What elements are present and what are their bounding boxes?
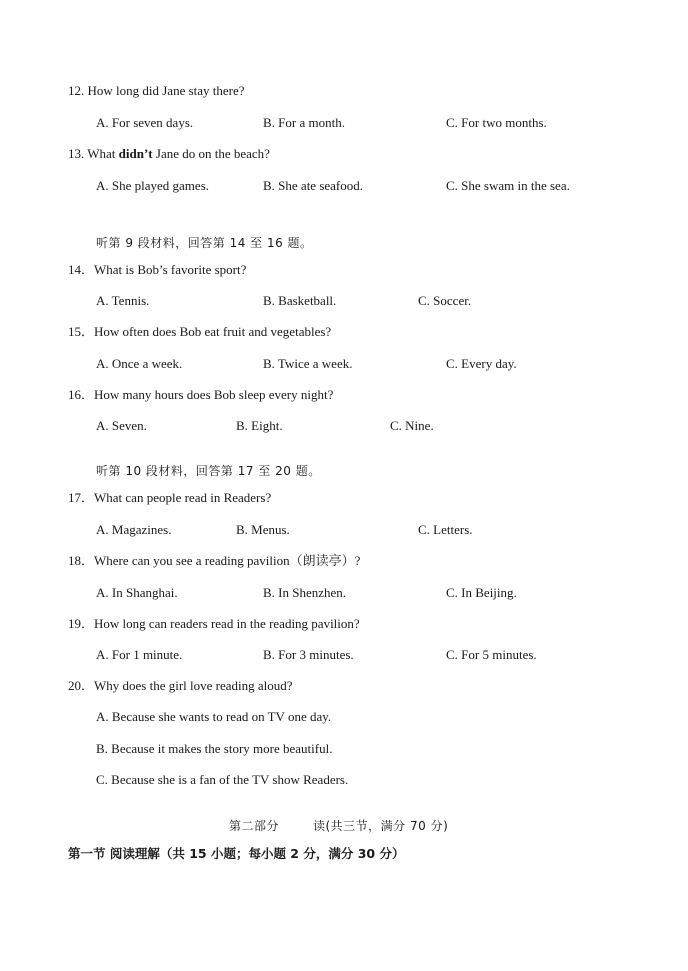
part-2-title: 读(共三节，满分 70 分) [313,819,449,833]
q19-option-a: A. For 1 minute. [96,647,183,662]
question-19: 19．How long can readers read in the reading pavilion? [68,616,360,631]
q15-option-b: B. Twice a week. [263,356,353,371]
q13-option-a: A. She played games. [96,178,210,193]
q20-option-c: C. Because she is a fan of the TV show Readers. [96,772,349,787]
section-1-heading: 第一节 阅读理解（共 15 小题；每小题 2 分，满分 30 分） [68,846,405,861]
question-16: 16．How many hours does Bob sleep every night? [68,387,334,402]
q12-option-a: A. For seven days. [96,115,194,130]
question-17: 17．What can people read in Readers? [68,490,272,505]
q17-option-c: C. Letters. [418,522,473,537]
q14-option-a: A. Tennis. [96,293,150,308]
question-18: 18．Where can you see a reading pavilion（朗读亭）? [68,553,361,568]
q17-option-a: A. Magazines. [96,522,172,537]
q19-option-c: C. For 5 minutes. [446,647,537,662]
q14-option-b: B. Basketball. [263,293,337,308]
q16-option-c: C. Nine. [390,418,434,433]
q13-option-b: B. She ate seafood. [263,178,364,193]
part-2-label: 第二部分 [229,819,280,833]
q18-option-c: C. In Beijing. [446,585,517,600]
question-12: 12. How long did Jane stay there? [68,83,245,98]
section-10-instruction: 听第 10 段材料，回答第 17 至 20 题。 [96,464,321,478]
question-20: 20．Why does the girl love reading aloud? [68,678,293,693]
q12-option-b: B. For a month. [263,115,345,130]
q17-option-b: B. Menus. [236,522,290,537]
question-15: 15．How often does Bob eat fruit and vegetables? [68,324,332,339]
q15-option-a: A. Once a week. [96,356,183,371]
q14-option-c: C. Soccer. [418,293,472,308]
question-14: 14．What is Bob’s favorite sport? [68,262,247,277]
q16-option-b: B. Eight. [236,418,283,433]
q19-option-b: B. For 3 minutes. [263,647,354,662]
q20-option-a: A. Because she wants to read on TV one day. [96,709,332,724]
q16-option-a: A. Seven. [96,418,147,433]
q13-option-c: C. She swam in the sea. [446,178,570,193]
q12-option-c: C. For two months. [446,115,547,130]
q15-option-c: C. Every day. [446,356,517,371]
q18-option-b: B. In Shenzhen. [263,585,347,600]
q18-option-a: A. In Shanghai. [96,585,178,600]
q20-option-b: B. Because it makes the story more beautiful. [96,741,333,756]
question-13: 13. What didn’t Jane do on the beach? [68,146,270,161]
section-9-instruction: 听第 9 段材料，回答第 14 至 16 题。 [96,236,313,250]
